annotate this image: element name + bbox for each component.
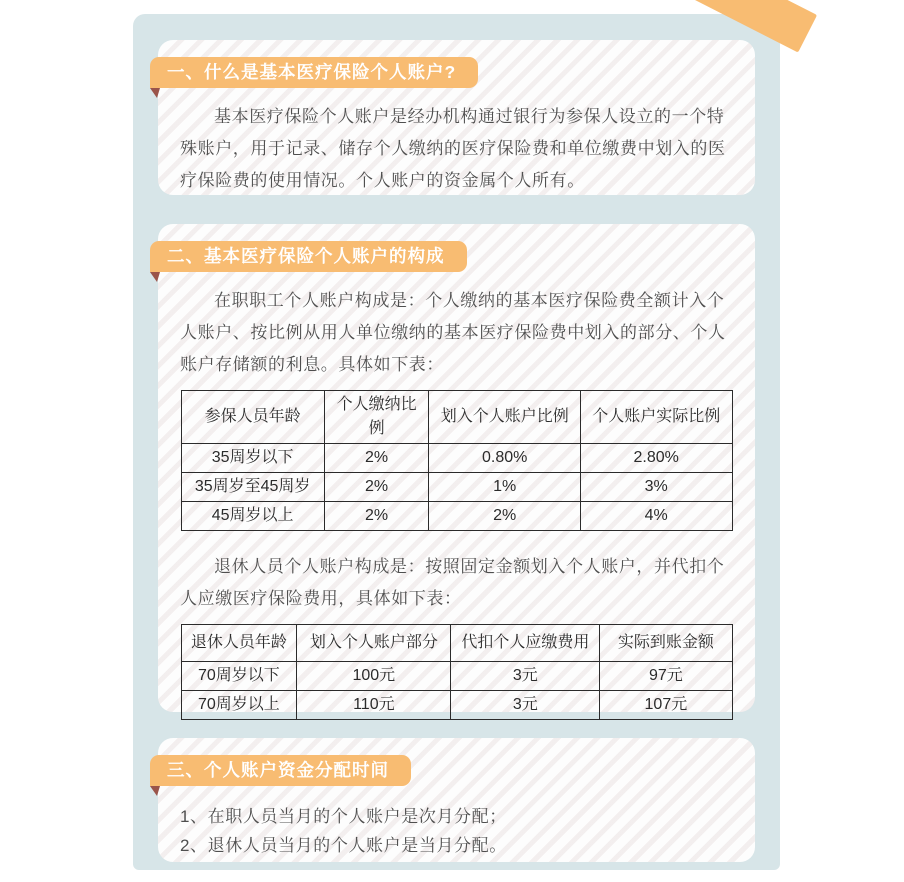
list-item: 1、在职人员当月的个人账户是次月分配； — [180, 807, 507, 826]
table-cell: 3元 — [451, 691, 600, 720]
table-cell: 35周岁至45周岁 — [181, 473, 324, 502]
table-row — [181, 662, 732, 691]
table-cell: 70周岁以下 — [181, 662, 297, 691]
table-row — [181, 444, 732, 473]
table-cell: 4% — [580, 502, 732, 531]
table-header-cell: 划入个人账户比例 — [429, 391, 581, 444]
table-header-cell: 参保人员年龄 — [181, 391, 324, 444]
section-title-tag — [150, 241, 467, 272]
section-title: 三、个人账户资金分配时间 — [167, 760, 389, 780]
table-cell: 3元 — [451, 662, 600, 691]
table-header-cell: 代扣个人应缴费用 — [451, 625, 600, 662]
section-title-tag — [150, 57, 478, 88]
table-cell: 3% — [580, 473, 732, 502]
table-header-cell: 实际到账金额 — [600, 625, 732, 662]
section-paragraph: 退休人员个人账户构成是：按照固定金额划入个人账户，并代扣个人应缴医疗保险费用，具体如下表： — [180, 557, 725, 608]
table-header-row — [181, 391, 732, 444]
table-header-cell: 退休人员年龄 — [181, 625, 297, 662]
section-paragraph: 在职职工个人账户构成是：个人缴纳的基本医疗保险费全额计入个人账户、按比例从用人单位缴纳的基本医疗保险费中划入的部分、个人账户存储额的利息。具体如下表： — [180, 291, 726, 374]
active-employee-account-table — [181, 390, 733, 531]
list-item: 2、退休人员当月的个人账户是当月分配。 — [180, 836, 507, 855]
table-cell: 100元 — [297, 662, 451, 691]
table-cell: 2% — [324, 473, 429, 502]
section-title: 一、什么是基本医疗保险个人账户? — [167, 62, 457, 82]
table-cell: 45周岁以上 — [181, 502, 324, 531]
section-title: 二、基本医疗保险个人账户的构成 — [167, 246, 445, 266]
section-title-tag — [150, 755, 411, 786]
distribution-time-list — [180, 802, 733, 860]
table-row — [181, 502, 732, 531]
table-header-cell: 划入个人账户部分 — [297, 625, 451, 662]
table-header-cell: 个人缴纳比例 — [324, 391, 429, 444]
table-cell: 2.80% — [580, 444, 732, 473]
table-cell: 107元 — [600, 691, 732, 720]
table-cell: 97元 — [600, 662, 732, 691]
retired-personnel-account-table — [181, 624, 733, 720]
table-cell: 0.80% — [429, 444, 581, 473]
table-cell: 2% — [429, 502, 581, 531]
table-row — [181, 691, 732, 720]
section-card-what-is-account — [158, 40, 755, 195]
table-row — [181, 473, 732, 502]
table-cell: 35周岁以下 — [181, 444, 324, 473]
table-cell: 2% — [324, 444, 429, 473]
table-header-row — [181, 625, 732, 662]
table-cell: 110元 — [297, 691, 451, 720]
table-header-cell: 个人账户实际比例 — [580, 391, 732, 444]
table-cell: 1% — [429, 473, 581, 502]
section-card-account-composition — [158, 224, 755, 712]
section-card-distribution-time — [158, 738, 755, 862]
section-paragraph: 基本医疗保险个人账户是经办机构通过银行为参保人设立的一个特殊账户，用于记录、储存个人缴纳的医疗保险费和单位缴费中划入的医疗保险费的使用情况。个人账户的资金属个人所有。 — [180, 107, 726, 190]
table-cell: 2% — [324, 502, 429, 531]
table-cell: 70周岁以上 — [181, 691, 297, 720]
